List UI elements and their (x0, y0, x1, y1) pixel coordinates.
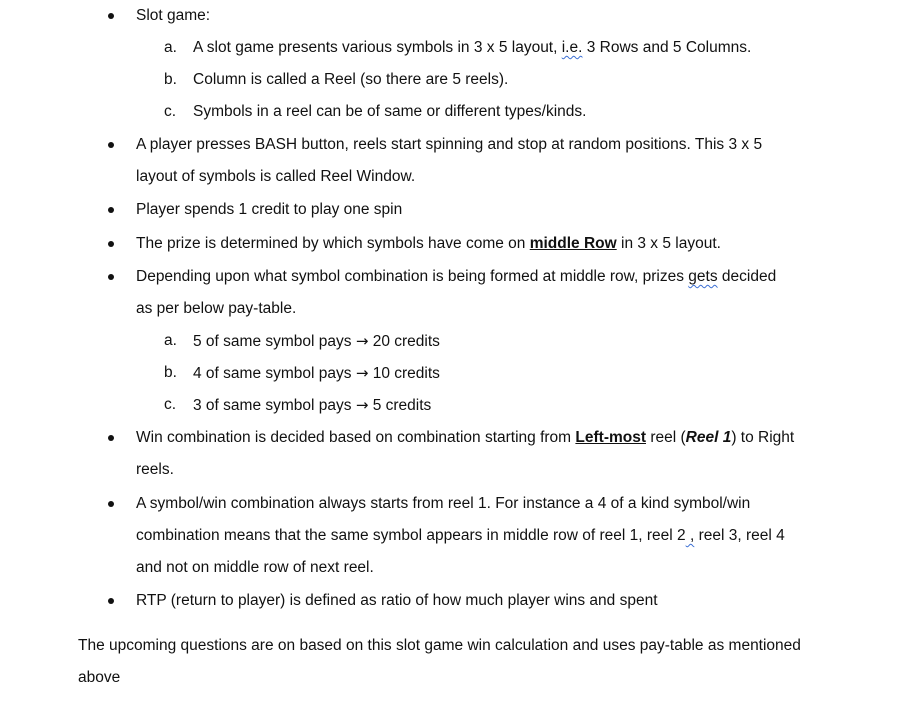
sub-letter: b. (164, 71, 177, 88)
bullet-marker (108, 241, 114, 247)
bullet-slot-game: Slot game: (136, 7, 211, 24)
sub-letter: a. (164, 39, 177, 56)
bullet-reel1-line3: and not on middle row of next reel. (136, 559, 374, 576)
bullet-marker (108, 501, 114, 507)
bullet-reel1-line1: A symbol/win combination always starts from reel 1. For instance a 4 of a kind symbol/win (136, 495, 751, 512)
paytable-letter: c. (164, 396, 177, 413)
spelling-flag: i.e. (561, 39, 583, 56)
bullet-leftmost-line2: reels. (136, 461, 174, 478)
bullet-marker (108, 13, 114, 19)
paytable-letter: b. (164, 364, 177, 381)
emphasis-middle-row: middle Row (529, 235, 617, 252)
paytable-row-5: 5 of same symbol pays → 20 credits (193, 332, 440, 350)
bullet-rtp: RTP (return to player) is defined as ratio of how much player wins and spent (136, 592, 658, 609)
bullet-combination-line1: Depending upon what symbol combination is being formed at middle row, prizes gets decided (136, 268, 777, 285)
paytable-row-4: 4 of same symbol pays → 10 credits (193, 364, 440, 382)
bullet-prize: The prize is determined by which symbols have come on middle Row in 3 x 5 layout. (136, 235, 721, 252)
bullet-leftmost-line1: Win combination is decided based on combination starting from Left-most reel (Reel 1) to Right (136, 429, 795, 446)
emphasis-left-most: Left-most (575, 429, 647, 446)
paytable-row-3: 3 of same symbol pays → 5 credits (193, 396, 432, 414)
bullet-marker (108, 435, 114, 441)
paytable-letter: a. (164, 332, 177, 349)
emphasis-reel-1: Reel 1 (685, 429, 732, 446)
footer-paragraph-line1: The upcoming questions are on based on this slot game win calculation and uses pay-table as mentioned (78, 637, 801, 654)
bullet-marker (108, 142, 114, 148)
bullet-credit: Player spends 1 credit to play one spin (136, 201, 403, 218)
bullet-bash-line1: A player presses BASH button, reels start spinning and stop at random positions. This 3 x 5 (136, 136, 763, 153)
footer-paragraph-line2: above (78, 669, 121, 686)
spelling-flag: , (685, 527, 695, 544)
sub-item-reel: Column is called a Reel (so there are 5 reels). (193, 71, 509, 88)
arrow-right-icon: → (355, 396, 369, 414)
bullet-bash-line2: layout of symbols is called Reel Window. (136, 168, 416, 185)
arrow-right-icon: → (355, 364, 369, 382)
bullet-marker (108, 207, 114, 213)
sub-item-layout: A slot game presents various symbols in 3 x 5 layout, i.e. 3 Rows and 5 Columns. (193, 39, 752, 56)
bullet-combination-line2: as per below pay-table. (136, 300, 297, 317)
bullet-marker (108, 274, 114, 280)
spelling-flag: gets (688, 268, 718, 285)
sub-item-symbols: Symbols in a reel can be of same or different types/kinds. (193, 103, 587, 120)
arrow-right-icon: → (355, 332, 369, 350)
sub-letter: c. (164, 103, 177, 120)
bullet-marker (108, 598, 114, 604)
bullet-reel1-line2: combination means that the same symbol appears in middle row of reel 1, reel 2 , reel 3, reel 4 (136, 527, 785, 544)
